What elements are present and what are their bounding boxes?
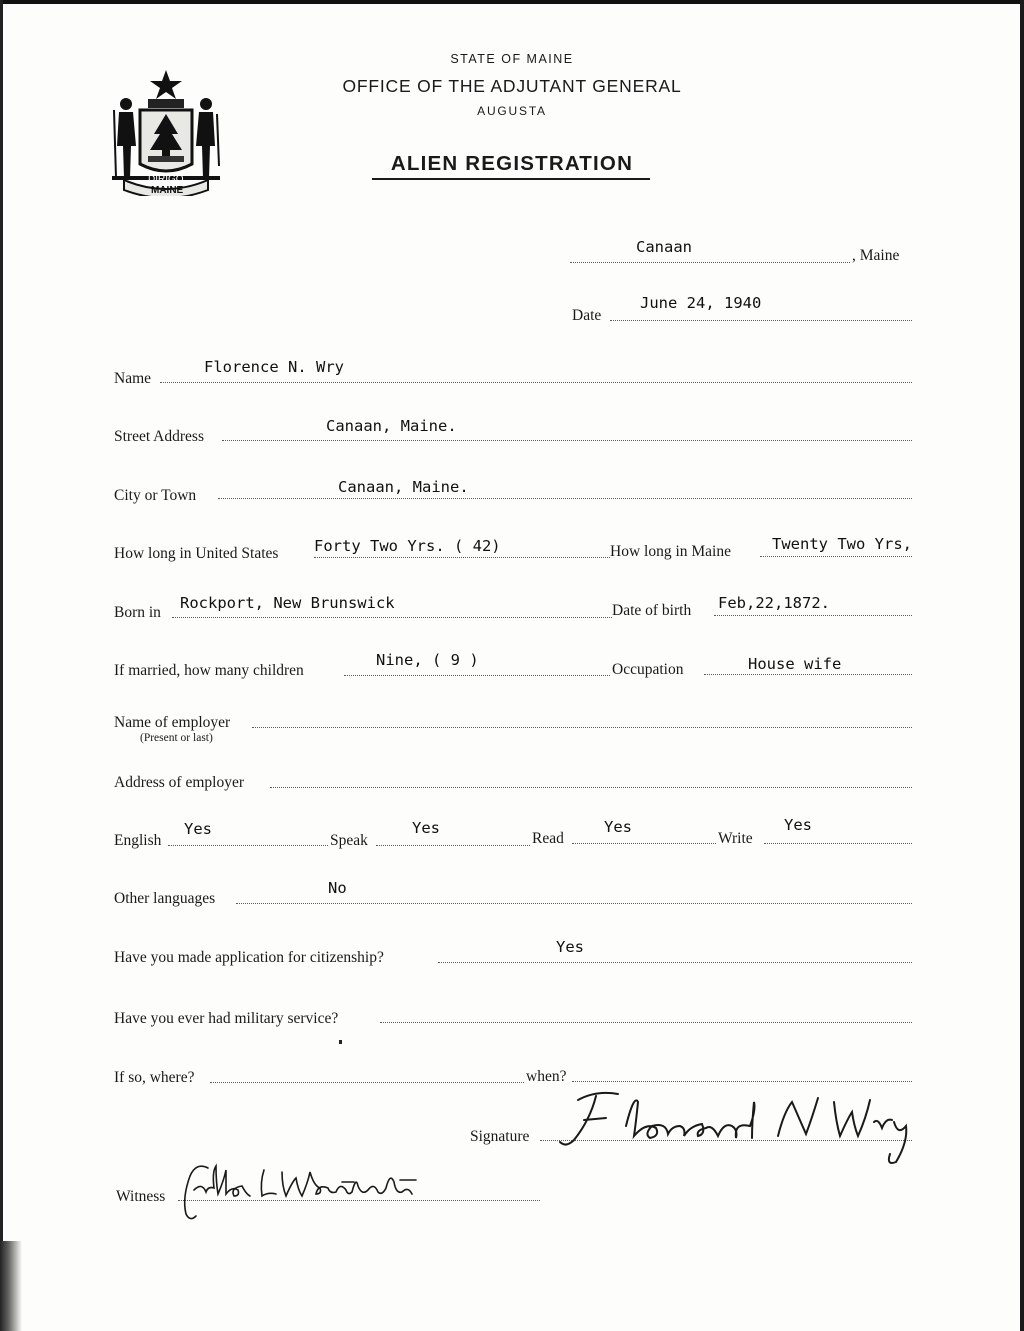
born-in-label: Born in <box>114 604 161 621</box>
street-label: Street Address <box>114 428 204 445</box>
occupation-label: Occupation <box>612 661 684 678</box>
other-languages-line <box>236 903 912 904</box>
date-label: Date <box>572 307 602 324</box>
english-line <box>168 845 328 846</box>
town-value: Canaan <box>636 238 692 256</box>
name-line <box>160 382 912 383</box>
speak-line <box>376 845 530 846</box>
header-city: AUGUSTA <box>477 104 547 118</box>
how-long-us-label: How long in United States <box>114 545 279 562</box>
ink-speck <box>339 1040 342 1044</box>
how-long-maine-line <box>760 556 912 557</box>
how-long-us-line <box>314 557 610 558</box>
date-line <box>610 320 912 321</box>
how-long-us-value: Forty Two Yrs. ( 42) <box>314 537 501 555</box>
applicant-signature <box>556 1082 916 1166</box>
city-line <box>218 498 912 499</box>
how-long-maine-label: How long in Maine <box>610 543 731 560</box>
employer-line <box>252 727 912 728</box>
occupation-value: House wife <box>748 655 842 673</box>
header-office: OFFICE OF THE ADJUTANT GENERAL <box>342 76 682 96</box>
military-line <box>380 1022 912 1023</box>
read-line <box>572 843 716 844</box>
english-value: Yes <box>184 820 212 838</box>
when-label: when? <box>526 1068 567 1085</box>
children-value: Nine, ( 9 ) <box>376 651 479 669</box>
employer-address-label: Address of employer <box>114 774 244 791</box>
other-languages-label: Other languages <box>114 890 216 907</box>
scan-edge-right <box>1020 0 1024 1331</box>
street-value: Canaan, Maine. <box>326 417 457 435</box>
seal-banner-text: MAINE <box>151 185 184 196</box>
other-languages-value: No <box>328 879 347 897</box>
town-line <box>570 262 850 263</box>
date-of-birth-line <box>714 615 912 616</box>
employer-sublabel: (Present or last) <box>140 732 213 744</box>
where-line <box>210 1082 524 1083</box>
occupation-line <box>704 674 912 675</box>
employer-label: Name of employer <box>114 714 231 731</box>
scan-edge-top <box>0 0 1024 4</box>
street-line <box>222 440 912 441</box>
read-label: Read <box>532 830 564 847</box>
write-line <box>764 843 912 844</box>
born-in-line <box>172 617 612 618</box>
city-label: City or Town <box>114 487 197 504</box>
how-long-maine-value: Twenty Two Yrs, <box>772 535 912 553</box>
form-title: ALIEN REGISTRATION <box>390 152 634 175</box>
write-value: Yes <box>784 816 812 834</box>
children-line <box>344 675 610 676</box>
date-of-birth-label: Date of birth <box>612 602 692 619</box>
citizenship-label: Have you made application for citizenship? <box>114 949 384 966</box>
scan-corner-shadow <box>0 1241 22 1331</box>
speak-value: Yes <box>412 819 440 837</box>
citizenship-line <box>438 962 912 963</box>
employer-address-line <box>270 787 912 788</box>
signature-label: Signature <box>470 1128 530 1145</box>
date-of-birth-value: Feb,22,1872. <box>718 594 830 612</box>
city-value: Canaan, Maine. <box>338 478 469 496</box>
seal-motto: DIRIGO <box>148 174 184 185</box>
read-value: Yes <box>604 818 632 836</box>
speak-label: Speak <box>330 832 368 849</box>
witness-signature <box>172 1152 434 1224</box>
write-label: Write <box>718 830 753 847</box>
name-label: Name <box>114 370 152 387</box>
title-underline <box>372 178 650 180</box>
where-label: If so, where? <box>114 1069 195 1086</box>
born-in-value: Rockport, New Brunswick <box>180 594 395 612</box>
english-label: English <box>114 832 162 849</box>
children-label: If married, how many children <box>114 662 304 679</box>
name-value: Florence N. Wry <box>204 358 344 376</box>
scan-edge-left <box>0 0 3 1331</box>
witness-label: Witness <box>116 1188 166 1205</box>
date-value: June 24, 1940 <box>640 294 762 312</box>
citizenship-value: Yes <box>556 938 584 956</box>
header-state: STATE OF MAINE <box>450 52 574 66</box>
state-suffix-label: , Maine <box>852 247 900 264</box>
military-label: Have you ever had military service? <box>114 1010 339 1027</box>
